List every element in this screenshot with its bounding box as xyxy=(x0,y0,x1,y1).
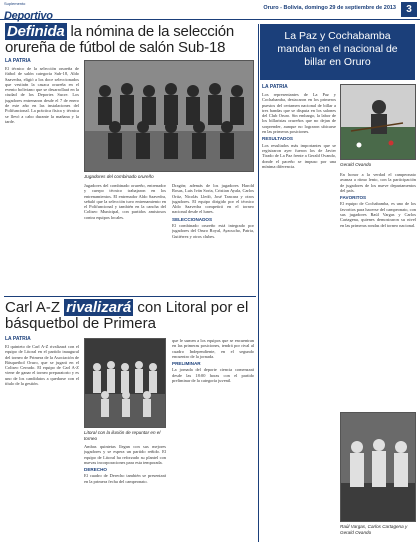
article2-col3b-text: La jornada del deporte ciencia comenzará desde las 18:00 horas con el partido preliminar de la categoría juvenil. xyxy=(172,367,254,384)
article1-col3b-text: El combinado orureño está integrado por jugadores del Oruro Royal, Ayacucho, Patria, Gutiérrez y otros clubes. xyxy=(172,223,254,239)
column-divider xyxy=(258,24,259,542)
team-photo-image xyxy=(85,61,254,172)
article2-photo-caption: Litoral con la ilusión de repuntar en el torneo xyxy=(84,430,161,441)
masthead xyxy=(0,0,420,20)
supplement-logo xyxy=(4,1,114,22)
article1-col1 xyxy=(5,66,79,294)
article2-subhead: DERECHO xyxy=(84,467,107,473)
article2-headline-pre: Carl A-Z xyxy=(5,299,65,316)
article3-headline-box[interactable] xyxy=(260,24,415,80)
article2-col3 xyxy=(172,338,254,542)
basketball-team-image xyxy=(85,339,166,428)
article1-col2-text: Jugadores del combinado orureño, entrenador y cuerpo técnico trabajaron en los entrenamientos. El entrenador Aldo Saavedra, señaló que la selección tuvo entrenamiento en el Polifuncional y también en la cancha del Coliseo Municipal, con partidos amistosos contra equipos locales. xyxy=(84,183,166,220)
logo-supertitle: Suplemento xyxy=(4,1,26,6)
article3-photo1 xyxy=(340,84,416,160)
article3-col1b-text: Los resultados más importantes que se registraron ayer fueron los de Javier Tirado de La Paz frente a Gerald Ovando, donde el paceño se impuso por una mínima diferencia. xyxy=(262,142,336,169)
article1-subhead: SELECCIONADOS xyxy=(172,216,213,222)
article1-photo xyxy=(84,60,254,172)
article1-photo-caption: Jugadores del combinado orureño xyxy=(84,174,154,179)
dateline: Oruro - Bolivia, domingo 29 de septiembre de 2013 xyxy=(263,5,396,11)
article3-photo1-caption: Gerald Ovando xyxy=(340,162,372,167)
article3-photo2-caption: Raúl Vargas, Carlos Cartagena y Gerald Ovando xyxy=(340,524,408,535)
article3-subhead2: FAVORITOS xyxy=(340,195,367,201)
article1-headline-text: la nómina de la selección orureña de fútbol de salón Sub-18 xyxy=(5,23,234,56)
article1-section: LA PATRIA xyxy=(5,58,31,64)
article2-headline-post: con Litoral por el básquetbol de Primera xyxy=(5,299,249,332)
article3-col1-text: Los representantes de La Paz y Cochabamba, destacaron en los primeros puestos del certamen nacional de billar a tres bandas que se disputa en los salones del Club Oruro. Sin embargo, la labor de los billaristas orureños que no dejan de sorprender, aunque no lograron ubicarse en las primeras posiciones. xyxy=(262,92,336,135)
article-divider xyxy=(4,296,256,297)
article3-photo2 xyxy=(340,412,416,522)
article2-col1 xyxy=(5,344,79,542)
article1-kicker: Definida xyxy=(7,23,65,40)
article2-col1-text: El quinteto de Carl A-Z rivalizará con el equipo de Litoral en el partido inaugural del torneo de Primera de la Asociación de Básquetbol Oruro, que se jugará en el Coliseo Cerrado. El equipo de Carl A-Z viene de ganar el torneo preparatorio y es uno de los candidatos a quedarse con el título de la gestión. xyxy=(5,344,79,387)
article2-col2b-text: El cuadro de Derecho también se presentará en la primera fecha del campeonato. xyxy=(84,473,166,484)
page-number: 3 xyxy=(401,2,417,17)
article3-col2 xyxy=(340,172,416,410)
article2-photo xyxy=(84,338,166,428)
article3-headline: La Paz y Cochabamba mandan en el nacional de billar en Oruro xyxy=(277,30,398,68)
article3-section: LA PATRIA xyxy=(262,84,288,90)
article2-kicker: rivalizará xyxy=(66,299,132,316)
billiard-player-image xyxy=(341,85,416,160)
article1-col3 xyxy=(172,183,254,293)
article1-col1-text: El técnico de la selección orureña de fútbol de salón categoría Sub-18, Aldo Saavedra, eligió a los doce seleccionados que vestirán la casaca orureña en el evento boliviano que se desarrollará en la ciudad de los Deportes Sucre. Los jugadores entrenaron desde el 7 de enero de este año en las instalaciones del Polifuncional. La práctica física y técnica se llevó a cabo durante la mañana y la tarde. xyxy=(5,66,79,124)
article2-col2-text: Ambas quintetas llegan con sus mejores jugadores y se espera un partido reñido. El equipo de Litoral ha reforzado su plantel con nuevas incorporaciones para esta temporada. xyxy=(84,444,166,465)
article2-col2 xyxy=(84,444,166,542)
article1-col3-text: Dragón; además de los jugadores Harold Rosas, Luis Iván Soria, Cristian Ayala, Carlos Ortiz, Nicolás Lledó, José Tancara y otros jugadores. El equipo dirigido por el técnico Aldo Saavedra competirá en el torneo nacional desde el lunes. xyxy=(172,183,254,215)
article1-col2 xyxy=(84,183,166,293)
article3-col2-text: En honor a la verdad el campeonato avanza a ritmo lento, con la participación de jugadores de los nueve departamentos del país. xyxy=(340,172,416,193)
article3-col2b-text: El equipo de Cochabamba, es uno de los favoritos para hacerse del campeonato, con sus jugadores Raúl Vargas y Carlos Cartagena, quienes demostraron su nivel en las primeras rondas del torneo nacional. xyxy=(340,201,416,228)
article3-subhead: RESULTADOS xyxy=(262,136,293,142)
article2-col3-text: que le sumen a los equipos que se encuentran en las primeras posiciones, tendrá por rival al cuadro Independiente, en el segundo encuentro de la jornada. xyxy=(172,338,254,359)
article2-section: LA PATRIA xyxy=(5,336,31,342)
article1-headline[interactable] xyxy=(5,24,257,56)
billiard-players-image xyxy=(341,413,416,522)
article2-subhead2: PRELIMINAR xyxy=(172,361,201,367)
logo-title: Deportivo xyxy=(4,10,53,22)
article2-headline[interactable] xyxy=(5,300,257,332)
article3-col1 xyxy=(262,92,336,542)
